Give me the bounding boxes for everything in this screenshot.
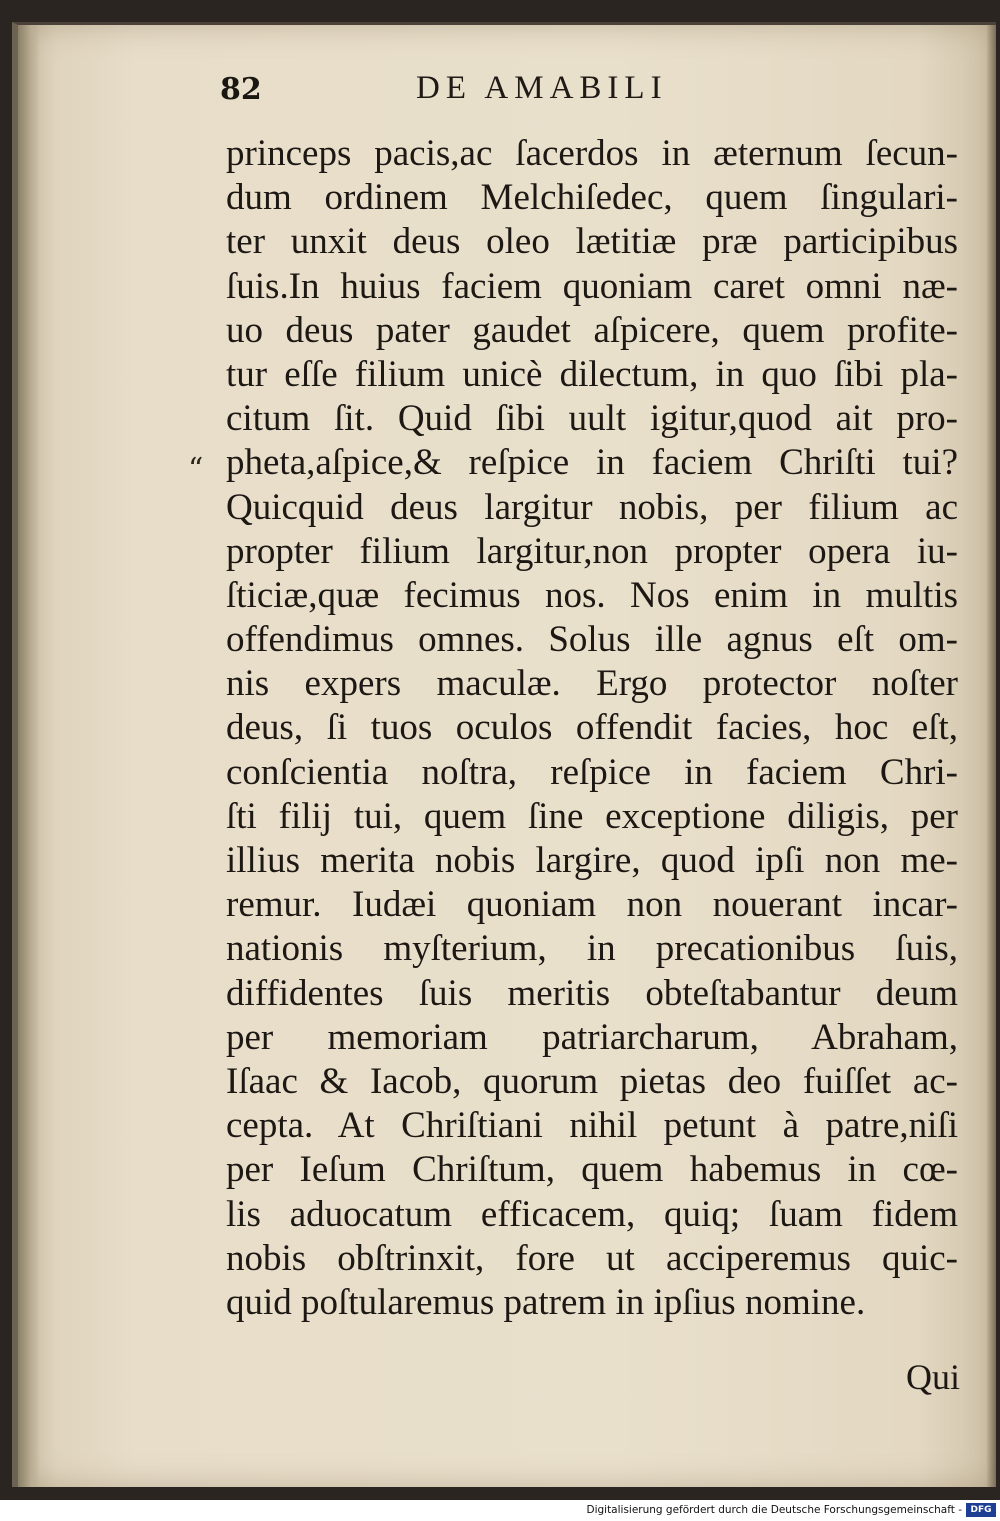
text-line: ſti filij tui, quem ſine exceptione diligis, per	[226, 795, 958, 837]
digitization-footer	[0, 1500, 1000, 1521]
text-line: nationis myſterium, in precationibus ſuis,	[226, 928, 958, 970]
text-line: deus, ſi tuos oculos offendit facies, hoc eſt,	[226, 707, 958, 749]
text-line: remur. Iudæi quoniam non nouerant incar-	[226, 884, 958, 926]
funding-credit: Digitalisierung gefördert durch die Deutsche Forschungsgemeinschaft -	[586, 1504, 962, 1516]
page-binding-shadow	[18, 25, 40, 1487]
text-line: Quicquid deus largitur nobis, per filium ac	[226, 486, 958, 528]
text-line: illius merita nobis largire, quod ipſi non me-	[226, 840, 958, 881]
running-head: DE AMABILI	[416, 70, 668, 106]
body-text	[226, 132, 958, 1325]
text-line: ſuis.In huius faciem quoniam caret omni næ-	[226, 265, 958, 307]
catchword: Qui	[906, 1357, 960, 1397]
text-line: dum ordinem Melchiſedec, quem ſingulari-	[226, 177, 958, 219]
text-line: nobis obſtrinxit, fore ut acciperemus quic-	[226, 1237, 958, 1279]
text-line: princeps pacis,ac ſacerdos in æternum ſecun-	[226, 133, 958, 174]
dfg-logo: DFG	[966, 1503, 996, 1517]
page-number: 82	[220, 72, 262, 107]
text-line: citum ſit. Quid ſibi uult igitur,quod ait pro-	[226, 398, 958, 440]
text-line: ter unxit deus oleo lætitiæ præ participibus	[226, 221, 958, 263]
text-line: offendimus omnes. Solus ille agnus eſt om-	[226, 619, 958, 661]
text-line: nis expers maculæ. Ergo protector noſter	[226, 663, 958, 705]
margin-quote-mark: “	[188, 452, 204, 487]
text-line: cepta. At Chriſtiani nihil petunt à patre,niſi	[226, 1105, 958, 1147]
text-line: quid poſtularemus patrem in ipſius nomine.	[226, 1281, 866, 1323]
text-line: per Ieſum Chriſtum, quem habemus in cœ-	[226, 1149, 958, 1191]
text-line: uo deus pater gaudet aſpicere, quem profite-	[226, 309, 958, 351]
text-line: lis aduocatum efficacem, quiq; ſuam fidem	[226, 1193, 958, 1235]
text-line: propter filium largitur,non propter opera iu-	[226, 530, 958, 572]
text-line: tur eſſe filium unicè dilectum, in quo ſibi pla-	[226, 353, 958, 395]
page-edge-shadow	[986, 25, 996, 1487]
text-line: conſcientia noſtra, reſpice in faciem Chri-	[226, 751, 958, 793]
text-line: ſticiæ,quæ fecimus nos. Nos enim in multis	[226, 574, 958, 616]
text-line: pheta,aſpice,& reſpice in faciem Chriſti tui?	[226, 442, 958, 484]
text-line: Iſaac & Iacob, quorum pietas deo fuiſſet ac-	[226, 1060, 958, 1102]
text-line: diffidentes ſuis meritis obteſtabantur deum	[226, 972, 958, 1014]
text-line: per memoriam patriarcharum, Abraham,	[226, 1016, 958, 1058]
